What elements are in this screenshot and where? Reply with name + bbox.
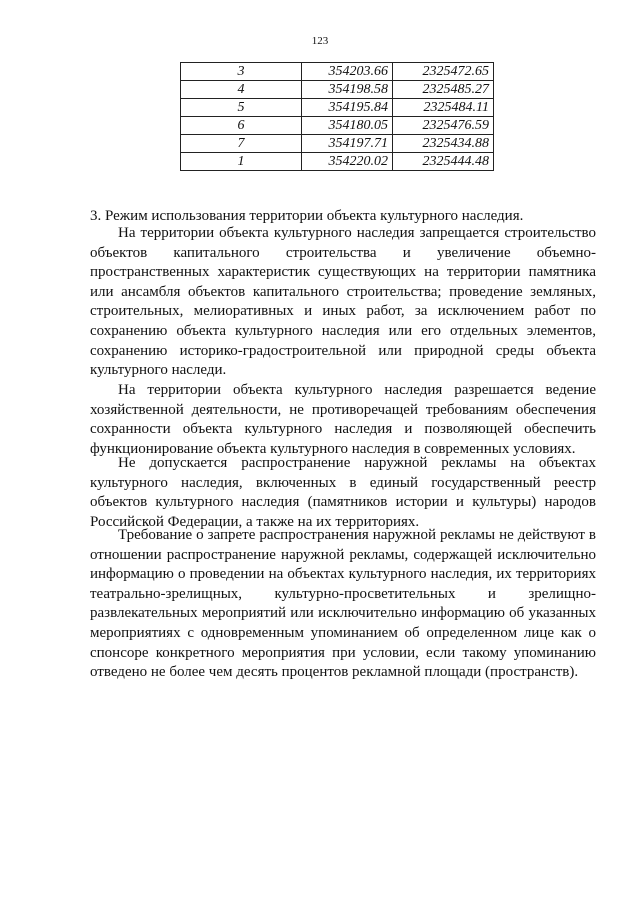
x-coordinate-cell: 354197.71 [302,135,393,153]
paragraph-prohibition: На территории объекта культурного наследия запрещается строительство объектов капитального строительства и увеличение объемно-пространственных характеристик существующих на территории памятника или ансамбля объектов капитального строительства; проведение земляных, строительных, мелиоративных и иных работ, за исключением работ по сохранению объекта культурного наследия или его отдельных элементов, сохранению историко-градостроительной или природной среды объекта культурного наследи. [90,225,596,379]
x-coordinate-cell: 354203.66 [302,63,393,81]
y-coordinate-cell: 2325472.65 [393,63,494,81]
paragraph-advertising-ban: Не допускается распространение наружной рекламы на объектах культурного наследия, включенных в единый государственный реестр объектов культурного наследия (памятников истории и культуры) народов Российской Федерации, а также на их территориях. [90,455,596,530]
table-row [181,81,494,99]
table-row [181,99,494,117]
x-coordinate-cell: 354220.02 [302,153,393,171]
point-number-cell: 5 [181,99,302,117]
y-coordinate-cell: 2325476.59 [393,117,494,135]
point-number-cell: 7 [181,135,302,153]
point-number-cell: 4 [181,81,302,99]
y-coordinate-cell: 2325434.88 [393,135,494,153]
section-heading: 3. Режим использования территории объекта культурного наследия. [90,208,524,224]
table-row [181,117,494,135]
paragraph-advertising-exception: Требование о запрете распространения наружной рекламы не действуют в отношении распространение наружной рекламы, содержащей исключительно информацию о проведении на объектах культурного наследия, их территориях театрально-зрелищных, культурно-просветительных и зрелищно-развлекательных мероприятий или исключительно информацию об указанных мероприятиях с одновременным упоминанием об определенном лице как о спонсоре конкретного мероприятия при условии, если такому упоминанию отведено не более чем десять процентов рекламной площади (пространств). [90,527,596,681]
y-coordinate-cell: 2325444.48 [393,153,494,171]
coordinates-table-body [181,63,494,171]
y-coordinate-cell: 2325484.11 [393,99,494,117]
x-coordinate-cell: 354195.84 [302,99,393,117]
page-number: 123 [311,35,329,47]
point-number-cell: 3 [181,63,302,81]
table-row [181,153,494,171]
table-row [181,135,494,153]
x-coordinate-cell: 354198.58 [302,81,393,99]
paragraph-permitted-activity: На территории объекта культурного наследия разрешается ведение хозяйственной деятельности, не противоречащей требованиям обеспечения сохранности объекта культурного наследия и позволяющей обеспечить функционирование объекта культурного наследия в современных условиях. [90,382,596,457]
point-number-cell: 6 [181,117,302,135]
point-number-cell: 1 [181,153,302,171]
coordinates-table [180,62,494,171]
y-coordinate-cell: 2325485.27 [393,81,494,99]
table-row [181,63,494,81]
x-coordinate-cell: 354180.05 [302,117,393,135]
